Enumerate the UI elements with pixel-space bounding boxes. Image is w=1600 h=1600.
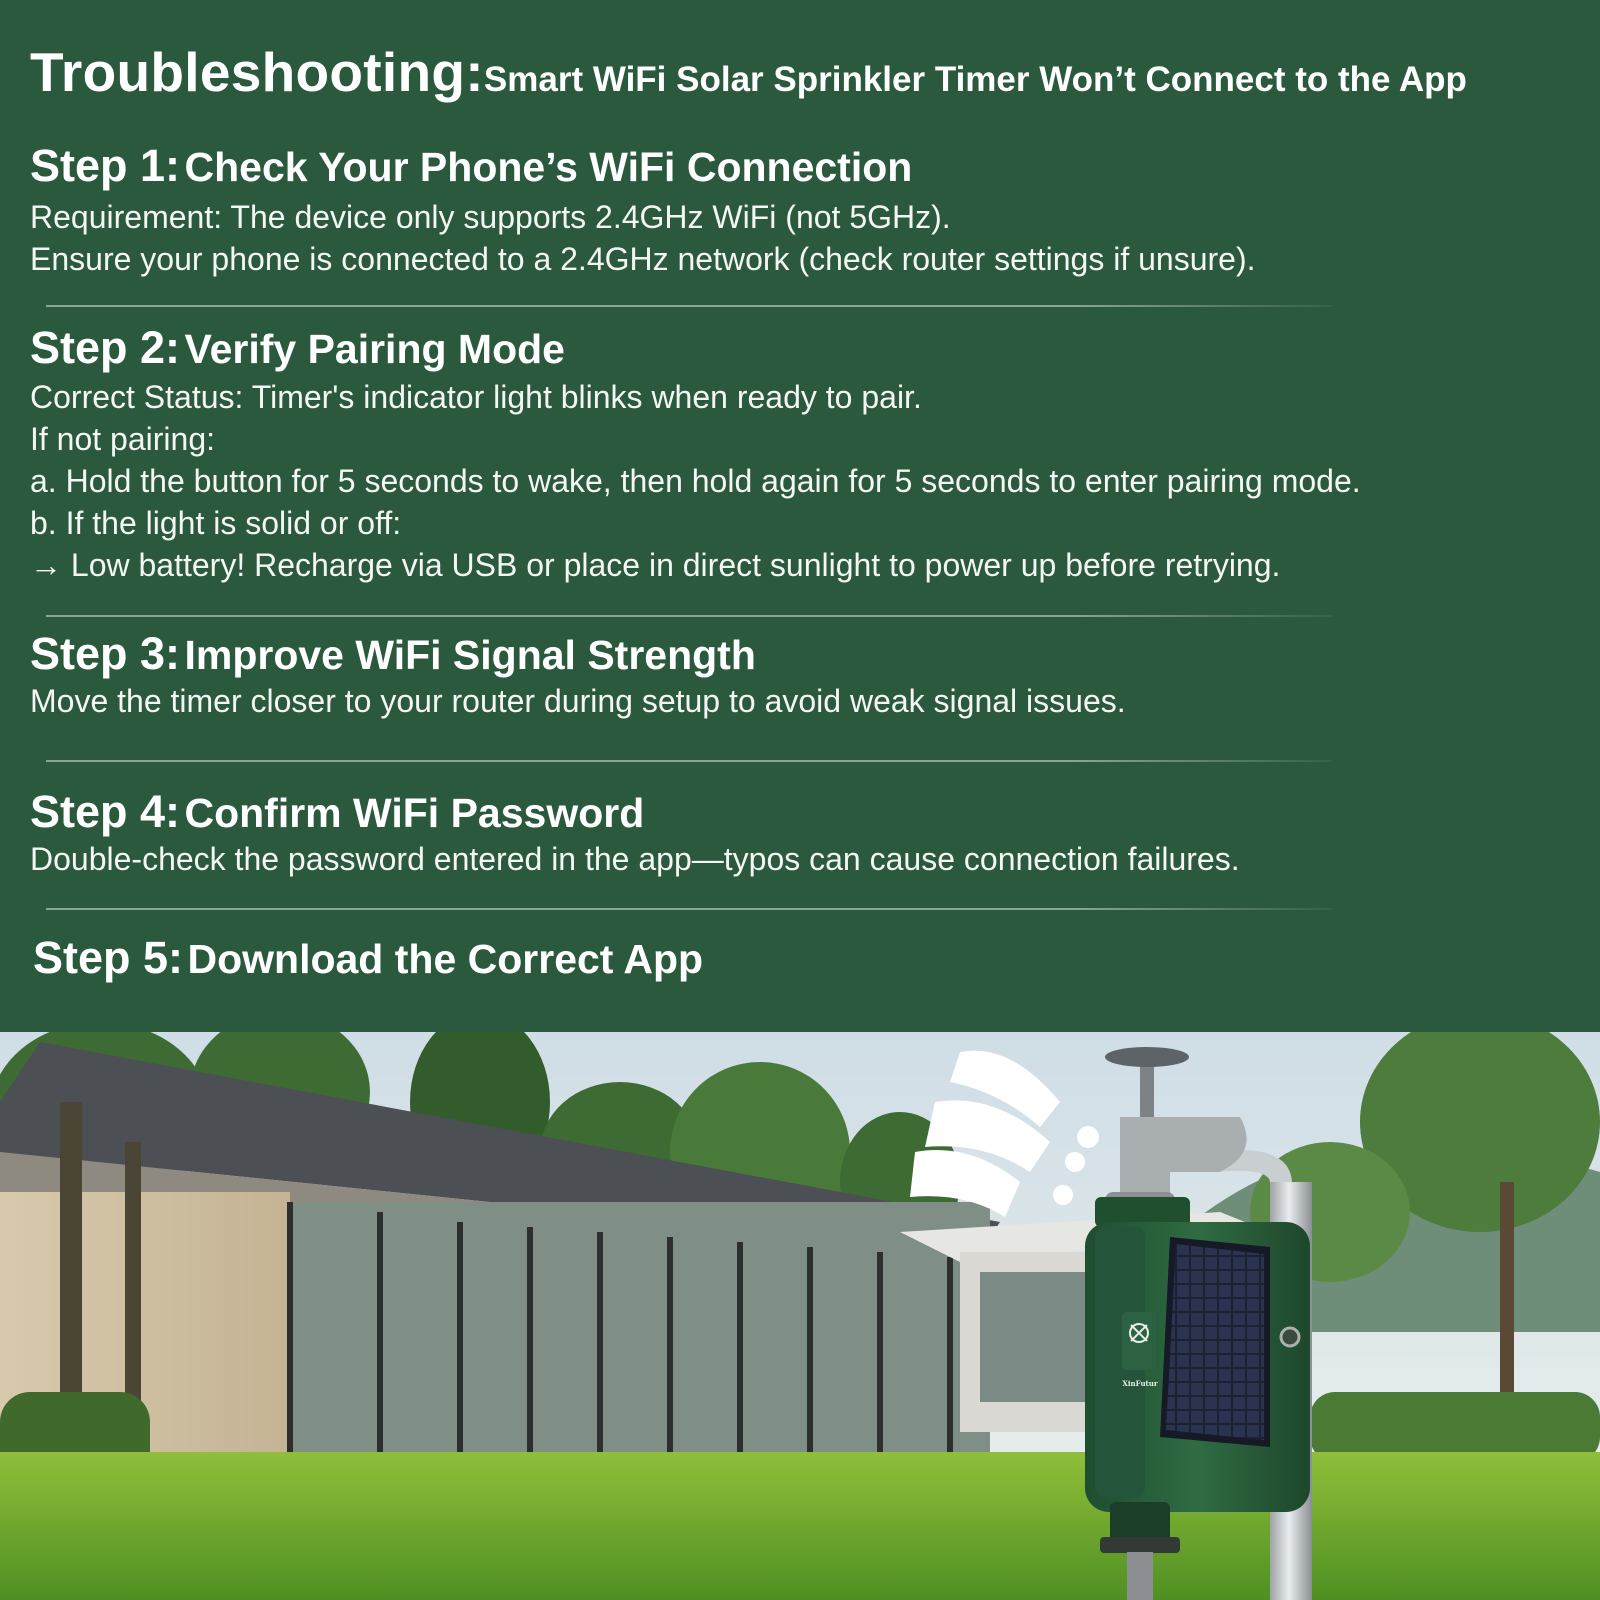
step-heading (33, 932, 1570, 984)
step-heading (30, 786, 1570, 838)
step-text-line: Ensure your phone is connected to a 2.4GHz network (check router settings if unsure). (30, 240, 1256, 277)
step-number: Step 5: (33, 932, 184, 983)
title-main: Troubleshooting: (30, 41, 484, 103)
divider (46, 908, 1332, 910)
step-text-line: b. If the light is solid or off: (30, 504, 402, 541)
step-title: Verify Pairing Mode (184, 326, 565, 372)
step-text-line: a. Hold the button for 5 seconds to wake, then hold again for 5 seconds to enter pairing mode. (30, 462, 1361, 499)
step-title: Improve WiFi Signal Strength (184, 632, 756, 678)
page-title (30, 40, 1467, 104)
step-title: Confirm WiFi Password (184, 790, 645, 836)
step-2 (30, 322, 1570, 586)
divider (46, 305, 1332, 307)
step-number: Step 3: (30, 628, 181, 679)
step-text-line: Move the timer closer to your router during setup to avoid weak signal issues. (30, 682, 1126, 719)
step-heading (30, 322, 1570, 374)
step-text-line: Double-check the password entered in the app—typos can cause connection failures. (30, 840, 1240, 877)
step-5 (33, 932, 1570, 984)
title-subtitle: Smart WiFi Solar Sprinkler Timer Won’t Connect to the App (483, 60, 1467, 99)
step-heading (30, 140, 1570, 192)
step-3 (30, 628, 1570, 722)
step-text-line: Requirement: The device only supports 2.4GHz WiFi (not 5GHz). (30, 198, 951, 235)
step-number: Step 2: (30, 322, 181, 373)
step-1 (30, 140, 1570, 280)
step-number: Step 1: (30, 140, 181, 191)
solar-panel-icon (1160, 1237, 1270, 1447)
product-scene-photo (0, 1032, 1600, 1600)
step-text-line: → Low battery! Recharge via USB or place in direct sunlight to power up before retrying. (30, 546, 1281, 583)
divider (46, 615, 1332, 617)
step-4 (30, 786, 1570, 880)
divider (46, 760, 1332, 762)
step-text-line: If not pairing: (30, 420, 215, 457)
step-title: Check Your Phone’s WiFi Connection (184, 144, 913, 190)
step-number: Step 4: (30, 786, 181, 837)
brand-name: XinFutur (1122, 1379, 1158, 1388)
step-title: Download the Correct App (187, 936, 704, 982)
brand-logo-icon (1122, 1312, 1156, 1370)
step-heading (30, 628, 1570, 680)
step-text-line: Correct Status: Timer's indicator light blinks when ready to pair. (30, 378, 922, 415)
